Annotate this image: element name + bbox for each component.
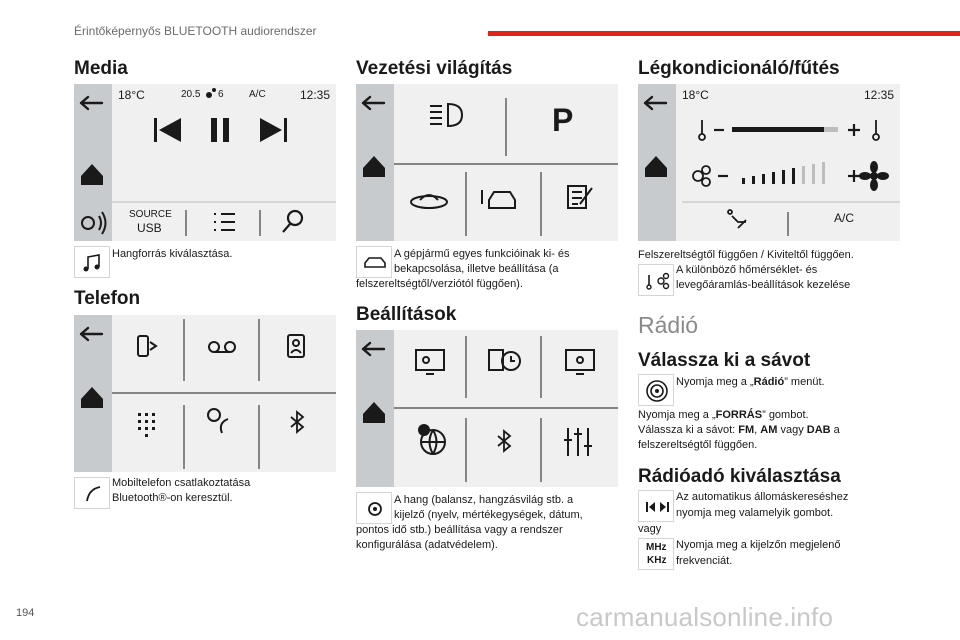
khz-label: KHz	[647, 555, 667, 566]
klima-screen-graphics	[638, 84, 900, 241]
thermometer-hot-icon	[873, 120, 879, 140]
watermark: carmanualsonline.info	[576, 602, 834, 632]
back-arrow-icon	[645, 97, 666, 109]
home-icon	[645, 156, 667, 177]
back-arrow-icon	[363, 343, 384, 355]
display-brightness-icon	[416, 350, 444, 374]
klima-caption-1: A különböző hőmérséklet- és	[676, 264, 818, 276]
mhz-label: MHz	[646, 542, 667, 553]
phone-settings-icon	[208, 409, 228, 433]
band-text: Nyomja meg a „Rádió” menüt.	[676, 376, 825, 388]
back-arrow-icon	[81, 97, 102, 109]
car-icon	[357, 247, 393, 279]
media-status-temp: 18°C	[118, 88, 145, 102]
band-title: Válassza ki a sávot	[638, 350, 811, 371]
select-band-line-1: Válassza ki a sávot: FM, AM vagy DAB a	[638, 424, 840, 436]
source-value: USB	[137, 221, 162, 235]
klima-status-temp: 18°C	[682, 88, 709, 102]
frequency-icon-box	[638, 538, 674, 570]
station-title: Rádióadó kiválasztása	[638, 466, 841, 487]
car-sensors-icon	[411, 195, 447, 208]
speech-bubble-icon	[418, 424, 430, 436]
settings-icon-box	[356, 492, 392, 524]
fan-low-icon	[693, 166, 710, 186]
home-icon	[363, 402, 385, 423]
next-track-icon	[260, 118, 287, 142]
bluetooth-icon	[498, 431, 510, 451]
fan-high-icon	[859, 161, 889, 191]
media-clock: 12:35	[300, 88, 331, 102]
section-title-vezetesi: Vezetési világítás	[356, 58, 513, 79]
klima-screen	[638, 84, 900, 241]
media-screen-graphics	[74, 84, 336, 241]
home-icon	[81, 164, 103, 185]
date-time-icon	[489, 350, 520, 370]
airflow-icon	[728, 210, 746, 228]
phone-icon-box	[74, 477, 110, 509]
klima-caption-2: levegőáramlás-beállítások kezelése	[676, 279, 851, 291]
pause-icon	[211, 118, 229, 142]
section-title-media: Media	[74, 58, 128, 79]
fan-status-icon	[206, 88, 216, 98]
car-icon-box	[356, 246, 392, 278]
vezetesi-screen-graphics	[356, 84, 618, 241]
beallitasok-caption-4: konfigurálása (adatvédelem).	[356, 539, 498, 551]
keypad-icon	[138, 413, 155, 437]
back-arrow-icon	[363, 97, 384, 109]
music-note-icon	[75, 247, 111, 279]
sound-settings-icon	[82, 212, 106, 234]
phone-link-icon	[138, 336, 156, 356]
section-title-telefon: Telefon	[74, 288, 141, 309]
previous-track-icon	[154, 118, 181, 142]
thermometer-icon	[699, 120, 705, 140]
headlight-icon	[430, 104, 462, 126]
media-screen	[74, 84, 336, 241]
section-title-beallitasok: Beállítások	[356, 304, 457, 325]
or-text: vagy	[638, 523, 662, 535]
radio-antenna-icon	[639, 375, 675, 407]
fan-speed-level	[742, 168, 795, 184]
home-icon	[81, 387, 103, 408]
frequency-text-1: Nyomja meg a kijelzőn megjelenő	[676, 539, 841, 551]
klima-caption-0: Felszereltségtől függően / Kiviteltől függően.	[638, 249, 854, 261]
media-status-ac: A/C	[249, 89, 266, 100]
media-status-fan: 6	[218, 89, 224, 100]
back-arrow-icon	[81, 328, 102, 340]
car-front-icon	[482, 190, 515, 208]
select-band-line-2: felszereltségtől függően.	[638, 439, 758, 451]
running-header: Érintőképernyős BLUETOOTH audiorendszer	[74, 24, 317, 38]
radio-icon-box	[638, 374, 674, 406]
source-label: SOURCE	[129, 209, 172, 220]
klima-clock: 12:35	[864, 88, 895, 102]
auto-search-1: Az automatikus állomáskereséshez	[676, 491, 849, 503]
ac-label: A/C	[834, 211, 855, 225]
telefon-caption-2: Bluetooth®-on keresztül.	[112, 492, 233, 504]
section-title-radio: Rádió	[638, 312, 699, 338]
frequency-text-2: frekvenciát.	[676, 555, 733, 567]
contacts-icon	[288, 335, 304, 357]
beallitasok-screen-graphics	[356, 330, 618, 487]
bluetooth-icon	[291, 412, 303, 432]
phone-handset-icon	[75, 478, 111, 510]
equalizer-icon	[564, 428, 592, 456]
climate-fan-icon	[639, 265, 675, 297]
beallitasok-caption-1: A hang (balansz, hangzásvilág stb. a	[394, 494, 574, 506]
display-settings-icon	[566, 350, 594, 374]
header-accent-bar	[488, 31, 960, 36]
source-instruction: Nyomja meg a „FORRÁS” gombot.	[638, 409, 809, 421]
vezetesi-caption-1: A gépjármű egyes funkcióinak ki- és	[394, 248, 570, 260]
page-number: 194	[16, 607, 35, 619]
list-icon	[214, 214, 235, 230]
media-caption: Hangforrás kiválasztása.	[112, 248, 233, 260]
beallitasok-screen	[356, 330, 618, 487]
vezetesi-screen	[356, 84, 618, 241]
search-icon	[283, 211, 302, 232]
media-status-values: 20.5	[181, 89, 201, 100]
telefon-screen	[74, 315, 336, 472]
voicemail-icon	[209, 342, 235, 352]
climate-icon-box	[638, 264, 674, 296]
beallitasok-caption-2: kijelző (nyelv, mértékegységek, dátum,	[394, 509, 583, 521]
auto-search-2: nyomja meg valamelyik gombot.	[676, 507, 834, 519]
seek-icon-box	[638, 490, 674, 522]
checklist-wrench-icon	[568, 186, 592, 208]
telefon-caption-1: Mobiltelefon csatlakoztatása	[112, 477, 251, 489]
parking-p-label: P	[552, 102, 574, 138]
section-title-klima: Légkondicionáló/fűtés	[638, 58, 840, 79]
home-icon	[363, 156, 385, 177]
beallitasok-caption-3: pontos idő stb.) beállítása vagy a rendszer	[356, 524, 563, 536]
telefon-screen-graphics	[74, 315, 336, 472]
vezetesi-caption-3: felszereltségtől/verziótól függően).	[356, 278, 523, 290]
vezetesi-caption-2: bekapcsolása, illetve beállítása (a	[394, 263, 559, 275]
seek-icon	[639, 491, 675, 523]
music-note-box	[74, 246, 110, 278]
gear-icon	[357, 493, 393, 525]
